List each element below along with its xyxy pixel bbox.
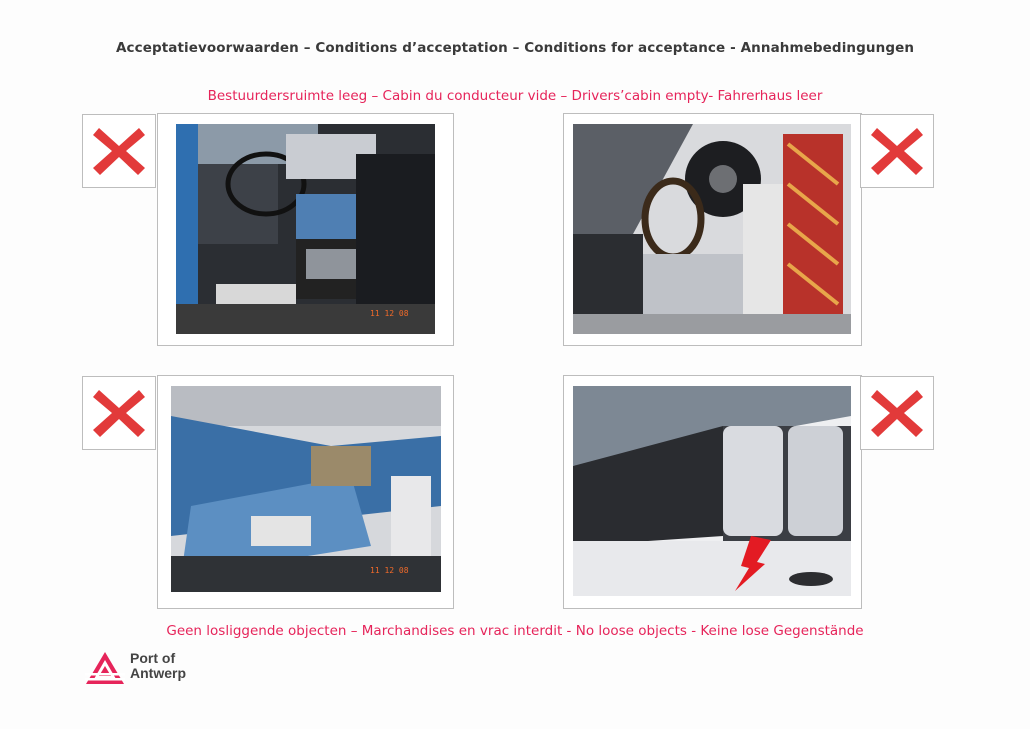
port-of-antwerp-logo <box>85 651 245 687</box>
photo-truck-cabin-cluttered <box>176 124 435 334</box>
logo-line-1: Port of <box>130 650 176 666</box>
cross-box-top-left <box>82 114 156 188</box>
photo-frame-1 <box>157 113 454 346</box>
logo-text <box>130 651 186 681</box>
cross-icon <box>91 386 147 440</box>
cross-icon <box>869 386 925 440</box>
photo-frame-4 <box>563 375 862 609</box>
logo-line-2: Antwerp <box>130 665 186 681</box>
photo-frame-3 <box>157 375 454 609</box>
photo-car-with-mattresses <box>573 386 851 596</box>
cross-box-top-right <box>860 114 934 188</box>
cross-box-bottom-left <box>82 376 156 450</box>
cross-box-bottom-right <box>860 376 934 450</box>
photo-blue-cabin-loose-parts <box>171 386 441 592</box>
photo-date-stamp-3: 11 12 08 <box>370 566 409 575</box>
photo-frame-2 <box>563 113 862 346</box>
photo-car-cabin-with-tire-and-rug <box>573 124 851 334</box>
page-subtitle: Bestuurdersruimte leeg – Cabin du conducteur vide – Drivers’cabin empty- Fahrerhaus leer <box>207 88 823 104</box>
cross-icon <box>91 124 147 178</box>
footer-text: Geen losliggende objecten – Marchandises en vrac interdit - No loose objects - Keine lose Gegenstände <box>166 623 864 639</box>
cross-icon <box>869 124 925 178</box>
port-logo-icon <box>85 651 125 685</box>
photo-date-stamp-1: 11 12 08 <box>370 309 409 318</box>
page-title: Acceptatievoorwaarden – Conditions d’acceptation – Conditions for acceptance - Annahmebedingungen <box>115 40 915 56</box>
